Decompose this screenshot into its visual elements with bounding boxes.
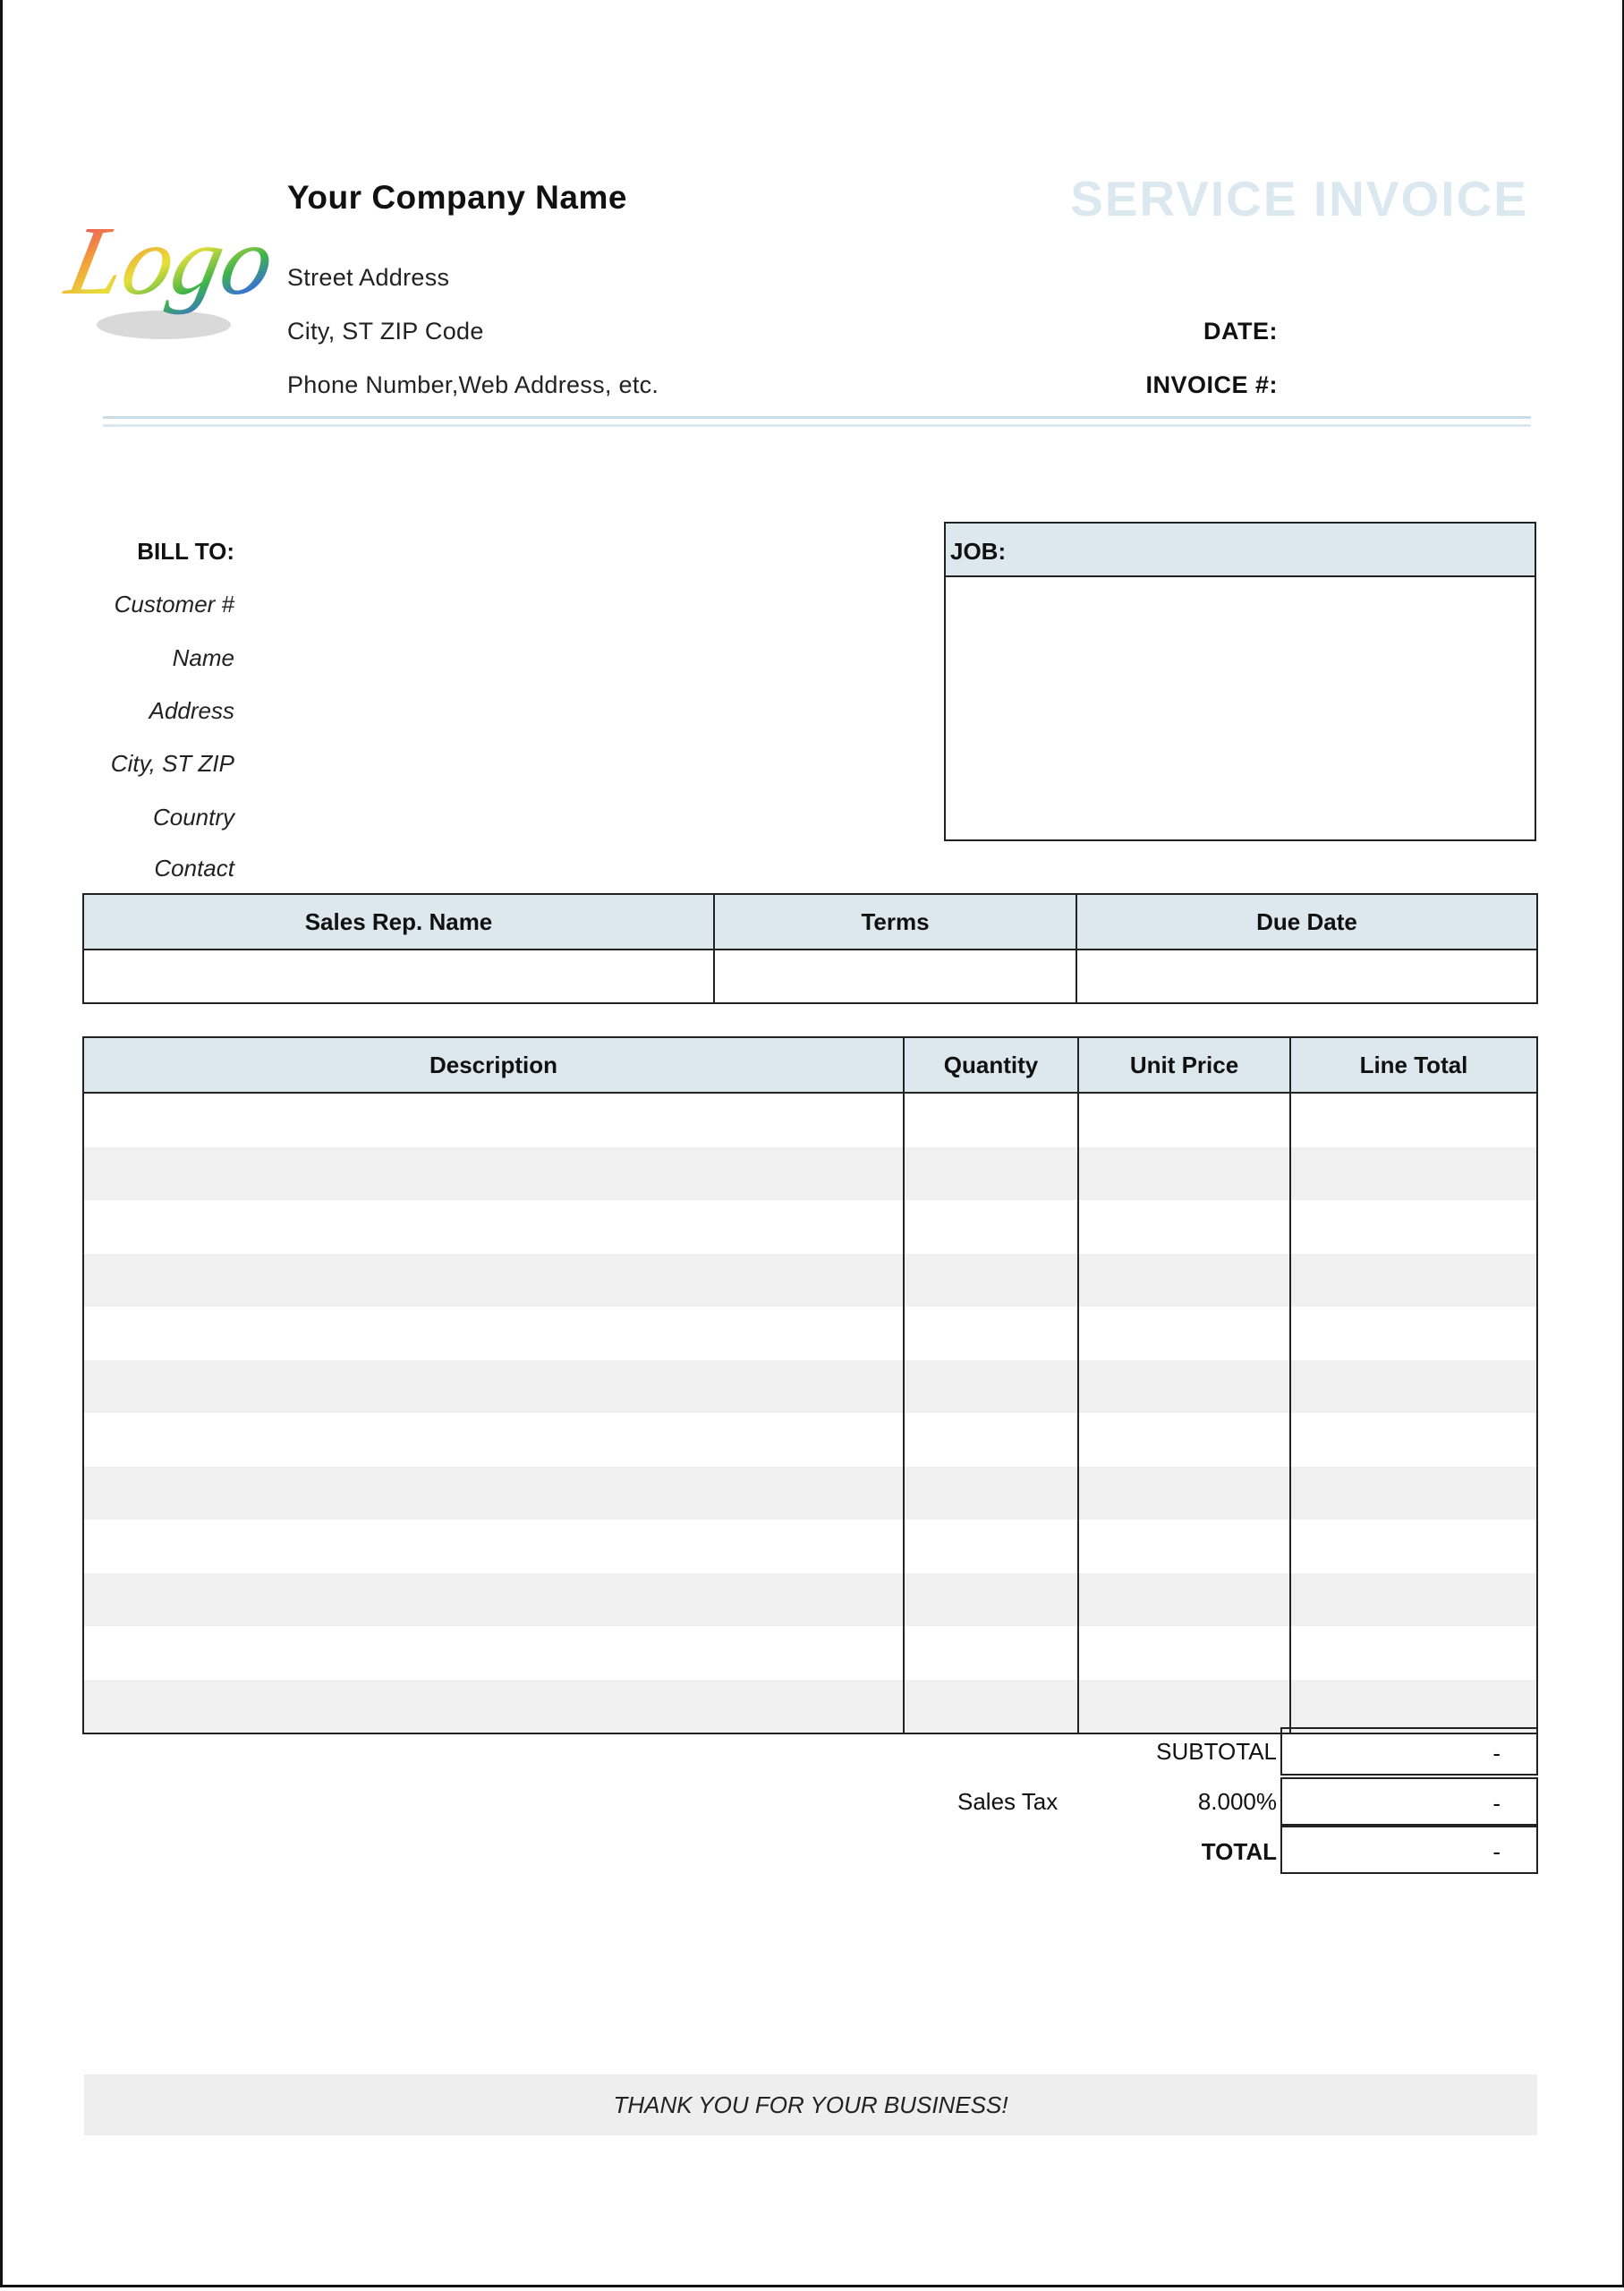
terms-cell[interactable] bbox=[714, 950, 1076, 1003]
quantity-cell[interactable] bbox=[904, 1147, 1078, 1201]
date-label: DATE: bbox=[1203, 318, 1278, 345]
subtotal-label: SUBTOTAL bbox=[1156, 1738, 1277, 1765]
street-address: Street Address bbox=[287, 264, 450, 291]
company-name: Your Company Name bbox=[287, 179, 627, 216]
description-cell[interactable] bbox=[83, 1413, 904, 1467]
description-header: Description bbox=[83, 1037, 904, 1093]
city-line: City, ST ZIP Code bbox=[287, 318, 484, 345]
header-rule-2 bbox=[103, 424, 1531, 427]
line-total-cell[interactable] bbox=[1290, 1307, 1537, 1360]
line-total-cell[interactable] bbox=[1290, 1360, 1537, 1414]
unit-price-header: Unit Price bbox=[1078, 1037, 1290, 1093]
table-row bbox=[83, 1573, 1537, 1627]
description-cell[interactable] bbox=[83, 1573, 904, 1627]
table-row bbox=[83, 1467, 1537, 1520]
quantity-cell[interactable] bbox=[904, 1254, 1078, 1307]
unit-price-cell[interactable] bbox=[1078, 1147, 1290, 1201]
bill-to-contact-label: Contact bbox=[154, 855, 234, 881]
header-rule bbox=[103, 416, 1531, 419]
description-cell[interactable] bbox=[83, 1360, 904, 1414]
description-cell[interactable] bbox=[83, 1307, 904, 1360]
line-total-cell[interactable] bbox=[1290, 1200, 1537, 1254]
line-total-cell[interactable] bbox=[1290, 1573, 1537, 1627]
sales-rep-header: Sales Rep. Name bbox=[83, 894, 714, 950]
description-cell[interactable] bbox=[83, 1254, 904, 1307]
quantity-cell[interactable] bbox=[904, 1467, 1078, 1520]
company-logo bbox=[58, 177, 285, 356]
logo-wordmark: Logo bbox=[58, 207, 285, 316]
document-title: SERVICE INVOICE bbox=[1070, 171, 1528, 226]
sales-tax-rate[interactable]: 8.000% bbox=[1197, 1788, 1277, 1815]
terms-header: Terms bbox=[714, 894, 1076, 950]
table-row bbox=[83, 1147, 1537, 1201]
table-row bbox=[83, 1200, 1537, 1254]
table-row bbox=[83, 1307, 1537, 1360]
due-date-cell[interactable] bbox=[1076, 950, 1537, 1003]
line-items-table bbox=[82, 1036, 1538, 1734]
line-total-cell[interactable] bbox=[1290, 1520, 1537, 1573]
unit-price-cell[interactable] bbox=[1078, 1680, 1290, 1734]
table-row bbox=[83, 1626, 1537, 1680]
sales-info-table bbox=[82, 893, 1538, 1004]
line-total-cell[interactable] bbox=[1290, 1680, 1537, 1734]
line-total-cell[interactable] bbox=[1290, 1413, 1537, 1467]
quantity-header: Quantity bbox=[904, 1037, 1078, 1093]
table-row bbox=[83, 1360, 1537, 1414]
total-value: - bbox=[1280, 1826, 1538, 1874]
description-cell[interactable] bbox=[83, 1626, 904, 1680]
due-date-header: Due Date bbox=[1076, 894, 1537, 950]
table-row bbox=[83, 1093, 1537, 1147]
unit-price-cell[interactable] bbox=[1078, 1254, 1290, 1307]
quantity-cell[interactable] bbox=[904, 1360, 1078, 1414]
description-cell[interactable] bbox=[83, 1680, 904, 1734]
unit-price-cell[interactable] bbox=[1078, 1307, 1290, 1360]
subtotal-value: - bbox=[1280, 1727, 1538, 1776]
line-total-cell[interactable] bbox=[1290, 1467, 1537, 1520]
job-box[interactable] bbox=[944, 522, 1536, 841]
unit-price-cell[interactable] bbox=[1078, 1520, 1290, 1573]
line-total-cell[interactable] bbox=[1290, 1626, 1537, 1680]
table-row bbox=[83, 1413, 1537, 1467]
thank-you-banner: THANK YOU FOR YOUR BUSINESS! bbox=[84, 2074, 1537, 2135]
bill-to-customer-label: Customer # bbox=[114, 591, 234, 617]
table-row bbox=[83, 1254, 1537, 1307]
sales-tax-value: - bbox=[1280, 1777, 1538, 1826]
quantity-cell[interactable] bbox=[904, 1520, 1078, 1573]
invoice-number-label: INVOICE #: bbox=[1145, 371, 1278, 398]
quantity-cell[interactable] bbox=[904, 1626, 1078, 1680]
sales-tax-label: Sales Tax bbox=[957, 1788, 1059, 1815]
unit-price-cell[interactable] bbox=[1078, 1413, 1290, 1467]
quantity-cell[interactable] bbox=[904, 1573, 1078, 1627]
quantity-cell[interactable] bbox=[904, 1413, 1078, 1467]
table-row bbox=[83, 1520, 1537, 1573]
sales-rep-cell[interactable] bbox=[83, 950, 714, 1003]
description-cell[interactable] bbox=[83, 1147, 904, 1201]
unit-price-cell[interactable] bbox=[1078, 1200, 1290, 1254]
job-label: JOB: bbox=[946, 524, 1535, 577]
table-row bbox=[83, 1680, 1537, 1734]
contact-line: Phone Number,Web Address, etc. bbox=[287, 371, 659, 398]
description-cell[interactable] bbox=[83, 1093, 904, 1147]
unit-price-cell[interactable] bbox=[1078, 1467, 1290, 1520]
description-cell[interactable] bbox=[83, 1200, 904, 1254]
quantity-cell[interactable] bbox=[904, 1307, 1078, 1360]
line-total-header: Line Total bbox=[1290, 1037, 1537, 1093]
quantity-cell[interactable] bbox=[904, 1093, 1078, 1147]
bill-to-city-label: City, ST ZIP bbox=[110, 750, 234, 777]
line-total-cell[interactable] bbox=[1290, 1093, 1537, 1147]
line-total-cell[interactable] bbox=[1290, 1147, 1537, 1201]
line-total-cell[interactable] bbox=[1290, 1254, 1537, 1307]
unit-price-cell[interactable] bbox=[1078, 1093, 1290, 1147]
bill-to-name-label: Name bbox=[172, 644, 234, 671]
bill-to-title: BILL TO: bbox=[137, 538, 234, 565]
unit-price-cell[interactable] bbox=[1078, 1626, 1290, 1680]
bill-to-country-label: Country bbox=[152, 804, 234, 830]
quantity-cell[interactable] bbox=[904, 1200, 1078, 1254]
unit-price-cell[interactable] bbox=[1078, 1360, 1290, 1414]
bill-to-address-label: Address bbox=[149, 697, 234, 724]
description-cell[interactable] bbox=[83, 1520, 904, 1573]
total-label: TOTAL bbox=[1201, 1838, 1277, 1865]
quantity-cell[interactable] bbox=[904, 1680, 1078, 1734]
unit-price-cell[interactable] bbox=[1078, 1573, 1290, 1627]
description-cell[interactable] bbox=[83, 1467, 904, 1520]
